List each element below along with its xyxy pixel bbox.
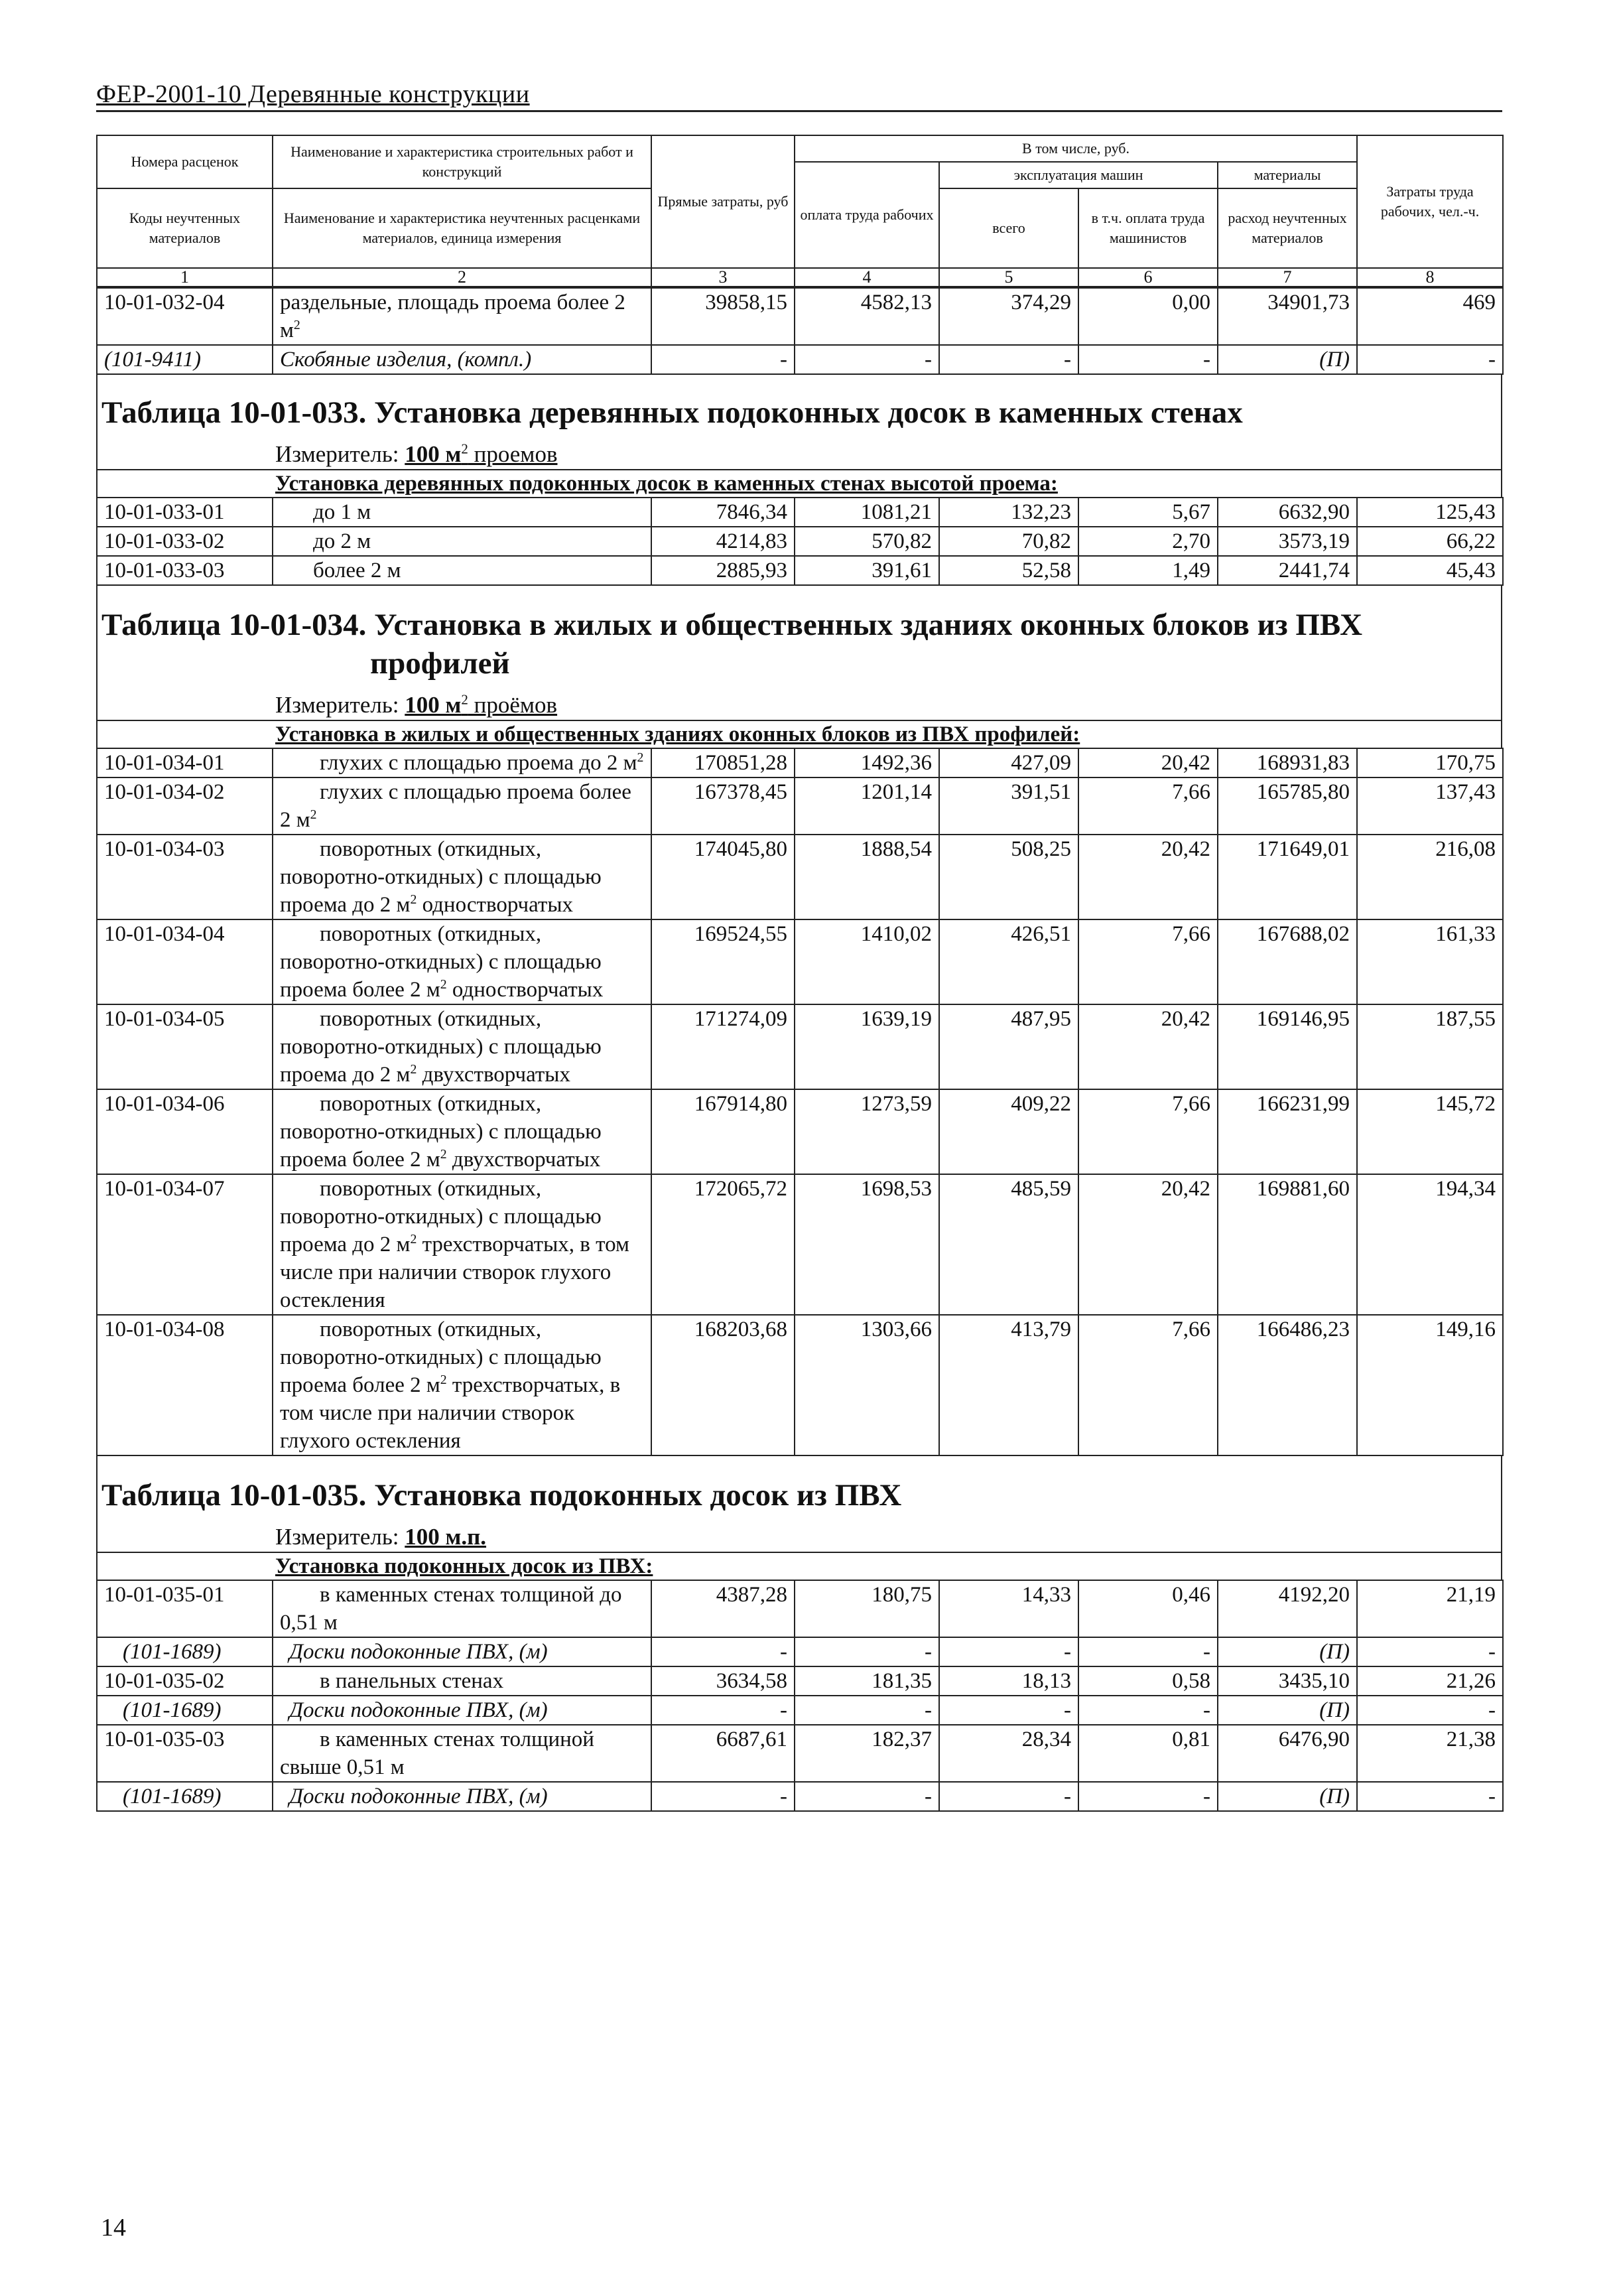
labor-pay: 182,37 [795, 1725, 939, 1782]
rate-code: 10-01-035-01 [97, 1580, 273, 1637]
table-row [97, 345, 1503, 374]
table-row [97, 1089, 1503, 1174]
labor-pay: 1639,19 [795, 1004, 939, 1089]
rate-code: 10-01-034-02 [97, 777, 273, 835]
material-code: (101-9411) [97, 345, 273, 374]
header-machines-total: всего [939, 188, 1078, 268]
labor-hours: 21,26 [1357, 1666, 1503, 1696]
rate-code: 10-01-035-03 [97, 1725, 273, 1782]
machinists-pay: - [1078, 1696, 1218, 1725]
machines-total: 52,58 [939, 556, 1078, 585]
labor-pay: - [795, 1696, 939, 1725]
table-title: Таблица 10-01-033. Установка деревянных подоконных досок в каменных стенах [101, 395, 1243, 430]
table-row [97, 1580, 1503, 1637]
materials: 166486,23 [1218, 1315, 1357, 1455]
labor-pay: 180,75 [795, 1580, 939, 1637]
column-number: 7 [1218, 268, 1357, 287]
labor-hours: 469 [1357, 288, 1503, 345]
machinists-pay: 20,42 [1078, 835, 1218, 919]
page-number: 14 [101, 2214, 126, 2242]
materials: 166231,99 [1218, 1089, 1357, 1174]
column-number: 2 [273, 268, 651, 287]
table-row [97, 527, 1503, 556]
labor-pay: 1888,54 [795, 835, 939, 919]
header-rate-numbers: Номера расценок [97, 135, 273, 188]
labor-hours: 66,22 [1357, 527, 1503, 556]
rate-code: 10-01-034-07 [97, 1174, 273, 1315]
labor-pay: - [795, 345, 939, 374]
labor-pay: 1273,59 [795, 1089, 939, 1174]
machines-total: 409,22 [939, 1089, 1078, 1174]
header-materials-consumption: расход неучтенных материалов [1218, 188, 1357, 268]
material-name: Доски подоконные ПВХ, (м) [273, 1637, 651, 1666]
table-title: Таблица 10-01-035. Установка подоконных досок из ПВХ [101, 1478, 902, 1513]
header-machinists-pay: в т.ч. оплата труда машинистов [1078, 188, 1218, 268]
column-number: 8 [1357, 268, 1503, 287]
direct-costs: 6687,61 [651, 1725, 795, 1782]
document-page [96, 78, 1502, 1812]
header-work-name: Наименование и характеристика строительных работ и конструкций [273, 135, 651, 188]
material-code: (101-1689) [97, 1782, 273, 1811]
group-heading: Установка деревянных подоконных досок в каменных стенах высотой проема: [97, 469, 1501, 497]
table-row [97, 748, 1503, 777]
table-row [97, 556, 1503, 585]
table-row [97, 1666, 1503, 1696]
machines-total: - [939, 1782, 1078, 1811]
rate-code: 10-01-034-01 [97, 748, 273, 777]
material-name: Доски подоконные ПВХ, (м) [273, 1696, 651, 1725]
direct-costs: - [651, 1782, 795, 1811]
table-row [97, 1004, 1503, 1089]
table-row [97, 1725, 1503, 1782]
materials: 167688,02 [1218, 919, 1357, 1004]
material-name: Скобяные изделия, (компл.) [273, 345, 651, 374]
work-name: поворотных (откидных, поворотно-откидных) с площадью проема более 2 $м^2$ одностворчатых [273, 919, 651, 1004]
rate-code: 10-01-032-04 [97, 288, 273, 345]
continued-rows-table [96, 287, 1504, 375]
materials: 2441,74 [1218, 556, 1357, 585]
table-row [97, 498, 1503, 527]
rate-code: 10-01-033-03 [97, 556, 273, 585]
header-material-name: Наименование и характеристика неучтенных расценками материалов, единица измерения [273, 188, 651, 268]
labor-hours: 45,43 [1357, 556, 1503, 585]
rate-code: 10-01-034-05 [97, 1004, 273, 1089]
machinists-pay: 20,42 [1078, 748, 1218, 777]
labor-pay: 1303,66 [795, 1315, 939, 1455]
labor-hours: 21,38 [1357, 1725, 1503, 1782]
labor-hours: 137,43 [1357, 777, 1503, 835]
labor-hours: 149,16 [1357, 1315, 1503, 1455]
machines-total: 427,09 [939, 748, 1078, 777]
machinists-pay: 0,00 [1078, 288, 1218, 345]
machines-total: 132,23 [939, 498, 1078, 527]
work-name: более 2 м [273, 556, 651, 585]
table-10-01-035-heading [96, 1456, 1502, 1580]
labor-hours: 161,33 [1357, 919, 1503, 1004]
direct-costs: 4387,28 [651, 1580, 795, 1637]
machinists-pay: 0,46 [1078, 1580, 1218, 1637]
machines-total: 14,33 [939, 1580, 1078, 1637]
materials: 6476,90 [1218, 1725, 1357, 1782]
table-10-01-033 [96, 497, 1504, 586]
running-head: ФЕР-2001-10 Деревянные конструкции [96, 78, 1502, 112]
column-number: 1 [97, 268, 273, 287]
labor-hours: 216,08 [1357, 835, 1503, 919]
direct-costs: - [651, 345, 795, 374]
direct-costs: - [651, 1696, 795, 1725]
table-row [97, 919, 1503, 1004]
machinists-pay: 7,66 [1078, 777, 1218, 835]
machines-total: 426,51 [939, 919, 1078, 1004]
table-10-01-034-heading [96, 586, 1502, 748]
header-including: В том числе, руб. [795, 135, 1357, 162]
table-row [97, 777, 1503, 835]
rate-code: 10-01-033-01 [97, 498, 273, 527]
materials: 6632,90 [1218, 498, 1357, 527]
machines-total: 374,29 [939, 288, 1078, 345]
labor-pay: 1698,53 [795, 1174, 939, 1315]
header-labor-costs: Затраты труда рабочих, чел.-ч. [1357, 135, 1503, 268]
labor-pay: 391,61 [795, 556, 939, 585]
header-material-codes: Коды неучтенных материалов [97, 188, 273, 268]
work-name: в каменных стенах толщиной до 0,51 м [273, 1580, 651, 1637]
column-numbers-row [97, 268, 1503, 287]
header-materials: материалы [1218, 162, 1357, 188]
materials: 4192,20 [1218, 1580, 1357, 1637]
column-number: 6 [1078, 268, 1218, 287]
measurement-unit: Измеритель: 100 $м^2$ проемов [275, 440, 558, 467]
work-name: до 1 м [273, 498, 651, 527]
material-code: (101-1689) [97, 1696, 273, 1725]
work-name: поворотных (откидных, поворотно-откидных) с площадью проема до 2 $м^2$ двухстворчатых [273, 1004, 651, 1089]
direct-costs: 170851,28 [651, 748, 795, 777]
labor-hours: 125,43 [1357, 498, 1503, 527]
measurement-unit: Измеритель: 100 м.п. [275, 1524, 487, 1550]
column-number: 5 [939, 268, 1078, 287]
labor-pay: 181,35 [795, 1666, 939, 1696]
machines-total: - [939, 1696, 1078, 1725]
labor-hours: - [1357, 1696, 1503, 1725]
labor-hours: - [1357, 1782, 1503, 1811]
rate-code: 10-01-034-03 [97, 835, 273, 919]
work-name: до 2 м [273, 527, 651, 556]
labor-pay: 1201,14 [795, 777, 939, 835]
machines-total: - [939, 1637, 1078, 1666]
table-10-01-034 [96, 748, 1504, 1456]
labor-pay: - [795, 1782, 939, 1811]
labor-hours: 170,75 [1357, 748, 1503, 777]
table-row [97, 1637, 1503, 1666]
materials: (П) [1218, 1637, 1357, 1666]
table-10-01-035 [96, 1580, 1504, 1812]
table-row [97, 835, 1503, 919]
labor-hours: 194,34 [1357, 1174, 1503, 1315]
labor-pay: 1410,02 [795, 919, 939, 1004]
machinists-pay: - [1078, 1637, 1218, 1666]
work-name: в панельных стенах [273, 1666, 651, 1696]
work-name: раздельные, площадь проема более 2 $м^2$ [273, 288, 651, 345]
direct-costs: 167914,80 [651, 1089, 795, 1174]
direct-costs: 3634,58 [651, 1666, 795, 1696]
materials: 171649,01 [1218, 835, 1357, 919]
table-row [97, 288, 1503, 345]
direct-costs: 39858,15 [651, 288, 795, 345]
work-name: глухих с площадью проема более 2 $м^2$ [273, 777, 651, 835]
materials: 3573,19 [1218, 527, 1357, 556]
labor-hours: 187,55 [1357, 1004, 1503, 1089]
table-row [97, 1782, 1503, 1811]
work-name: поворотных (откидных, поворотно-откидных) с площадью проема более 2 $м^2$ трехстворчатых, в том числе при наличии створок глухого остекления [273, 1315, 651, 1455]
labor-pay: 1492,36 [795, 748, 939, 777]
machines-total: 391,51 [939, 777, 1078, 835]
machines-total: 18,13 [939, 1666, 1078, 1696]
table-10-01-033-heading [96, 375, 1502, 497]
work-name: поворотных (откидных, поворотно-откидных) с площадью проема до 2 $м^2$ трехстворчатых, в том числе при наличии створок глухого остекления [273, 1174, 651, 1315]
direct-costs: - [651, 1637, 795, 1666]
header-machines: эксплуатация машин [939, 162, 1218, 188]
column-header-table [96, 135, 1504, 287]
measurement-unit: Измеритель: 100 $м^2$ проёмов [275, 691, 558, 718]
machines-total: 28,34 [939, 1725, 1078, 1782]
direct-costs: 168203,68 [651, 1315, 795, 1455]
table-title: Таблица 10-01-034. Установка в жилых и общественных зданиях оконных блоков из ПВХ профилей [101, 608, 1363, 681]
material-code: (101-1689) [97, 1637, 273, 1666]
direct-costs: 167378,45 [651, 777, 795, 835]
machinists-pay: 20,42 [1078, 1004, 1218, 1089]
labor-pay: 570,82 [795, 527, 939, 556]
labor-hours: - [1357, 345, 1503, 374]
materials: 165785,80 [1218, 777, 1357, 835]
direct-costs: 174045,80 [651, 835, 795, 919]
machines-total: 508,25 [939, 835, 1078, 919]
machinists-pay: 0,81 [1078, 1725, 1218, 1782]
direct-costs: 169524,55 [651, 919, 795, 1004]
labor-pay: 1081,21 [795, 498, 939, 527]
work-name: поворотных (откидных, поворотно-откидных) с площадью проема до 2 $м^2$ одностворчатых [273, 835, 651, 919]
column-number: 3 [651, 268, 795, 287]
rate-code: 10-01-034-08 [97, 1315, 273, 1455]
direct-costs: 7846,34 [651, 498, 795, 527]
machinists-pay: 1,49 [1078, 556, 1218, 585]
work-name: в каменных стенах толщиной свыше 0,51 м [273, 1725, 651, 1782]
work-name: глухих с площадью проема до 2 $м^2$ [273, 748, 651, 777]
machinists-pay: 0,58 [1078, 1666, 1218, 1696]
direct-costs: 4214,83 [651, 527, 795, 556]
machines-total: 487,95 [939, 1004, 1078, 1089]
material-name: Доски подоконные ПВХ, (м) [273, 1782, 651, 1811]
machinists-pay: 5,67 [1078, 498, 1218, 527]
group-heading: Установка подоконных досок из ПВХ: [97, 1552, 1501, 1580]
labor-hours: 145,72 [1357, 1089, 1503, 1174]
machinists-pay: - [1078, 345, 1218, 374]
direct-costs: 171274,09 [651, 1004, 795, 1089]
machines-total: 413,79 [939, 1315, 1078, 1455]
machinists-pay: 7,66 [1078, 1315, 1218, 1455]
direct-costs: 2885,93 [651, 556, 795, 585]
header-labor-pay: оплата труда рабочих [795, 162, 939, 268]
rate-code: 10-01-033-02 [97, 527, 273, 556]
table-row [97, 1315, 1503, 1455]
machinists-pay: 7,66 [1078, 1089, 1218, 1174]
machinists-pay: 2,70 [1078, 527, 1218, 556]
materials: 169146,95 [1218, 1004, 1357, 1089]
materials: (П) [1218, 1696, 1357, 1725]
labor-hours: - [1357, 1637, 1503, 1666]
labor-hours: 21,19 [1357, 1580, 1503, 1637]
direct-costs: 172065,72 [651, 1174, 795, 1315]
table-row [97, 1174, 1503, 1315]
machinists-pay: 20,42 [1078, 1174, 1218, 1315]
machines-total: 70,82 [939, 527, 1078, 556]
machines-total: - [939, 345, 1078, 374]
rate-code: 10-01-034-06 [97, 1089, 273, 1174]
rate-code: 10-01-035-02 [97, 1666, 273, 1696]
materials: 34901,73 [1218, 288, 1357, 345]
group-heading: Установка в жилых и общественных зданиях оконных блоков из ПВХ профилей: [97, 720, 1501, 748]
machinists-pay: - [1078, 1782, 1218, 1811]
labor-pay: 4582,13 [795, 288, 939, 345]
table-row [97, 1696, 1503, 1725]
labor-pay: - [795, 1637, 939, 1666]
rate-code: 10-01-034-04 [97, 919, 273, 1004]
machines-total: 485,59 [939, 1174, 1078, 1315]
work-name: поворотных (откидных, поворотно-откидных) с площадью проема более 2 $м^2$ двухстворчатых [273, 1089, 651, 1174]
materials: 169881,60 [1218, 1174, 1357, 1315]
materials: 168931,83 [1218, 748, 1357, 777]
materials: (П) [1218, 345, 1357, 374]
column-number: 4 [795, 268, 939, 287]
machinists-pay: 7,66 [1078, 919, 1218, 1004]
materials: (П) [1218, 1782, 1357, 1811]
materials: 3435,10 [1218, 1666, 1357, 1696]
header-direct-costs: Прямые затраты, руб [651, 135, 795, 268]
